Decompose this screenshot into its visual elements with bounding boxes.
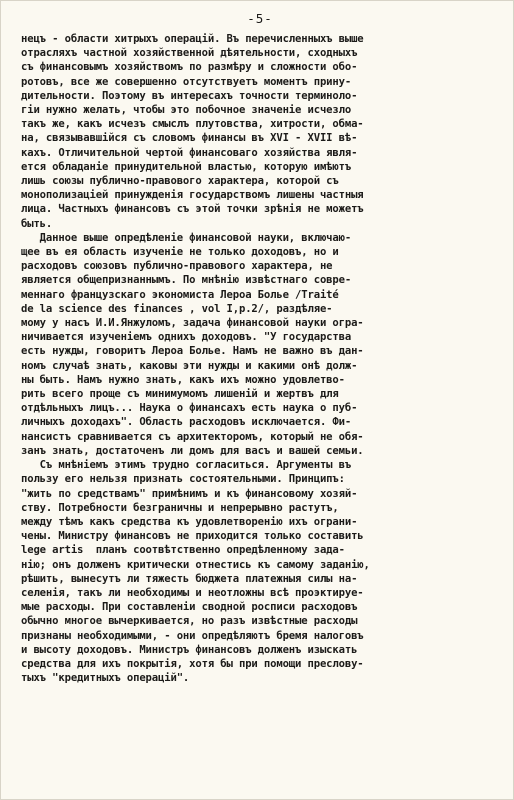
text-line: гіи нужно желать, чтобы это побочное значеніе исчезло — [21, 104, 352, 117]
text-line: личныхъ доходахъ". Область расходовъ исключается. Фи- — [21, 416, 352, 429]
text-line: есть нужды, говоритъ Лероа Болье. Намъ не важно въ дан- — [21, 345, 364, 358]
text-line: тыхъ "кредитныхъ операцій". — [21, 672, 190, 685]
text-line: Съ мнѣніемъ этимъ трудно согласиться. Аргументы въ — [21, 459, 352, 472]
text-line: нію; онъ долженъ критически отнестись къ самому заданію, — [21, 558, 370, 571]
body-text — [21, 32, 499, 685]
text-line: монополизаціей принужденія государствомъ лишены частныя — [21, 189, 364, 202]
text-line: пользу его нельзя признать состоятельными. Принципъ: — [21, 473, 345, 486]
text-line: отдѣльныхъ лицъ... Наука о финансахъ есть наука о пуб- — [21, 402, 358, 415]
text-line: мые расходы. При составленіи сводной росписи расходовъ — [21, 601, 358, 614]
page-number: -5- — [247, 11, 273, 26]
text-line: ется обладаніе принудительной властью, которую имѣютъ — [21, 160, 352, 173]
text-line: рить всего проще съ минимумомъ лишеній и жертвъ для — [21, 388, 339, 401]
text-line: расходовъ союзовъ публично-правового характера, не — [21, 260, 333, 273]
text-line: нецъ - области хитрыхъ операцій. Въ перечисленныхъ выше — [21, 33, 364, 45]
text-line: между тѣмъ какъ средства къ удовлетворенію ихъ ограни- — [21, 515, 358, 528]
text-line: щее въ ея область изученіе не только доходовъ, но и — [21, 246, 339, 259]
text-line: селенія, такъ ли необходимы и неотложны всѣ проэктируе- — [21, 586, 364, 599]
text-line: быть. — [21, 217, 53, 230]
text-line: обычно многое вычеркивается, но разъ извѣстные расходы — [21, 615, 358, 628]
text-line: номъ случаѣ знать, каковы эти нужды и какими онѣ долж- — [21, 359, 358, 372]
text-line: нансистъ сравнивается съ архитекторомъ, который не обя- — [21, 430, 364, 443]
text-line: и высоту доходовъ. Министръ финансовъ долженъ изыскать — [21, 643, 358, 656]
text-line: ству. Потребности безграничны и непрерывно растутъ, — [21, 501, 339, 514]
text-line: ротовъ, все же совершенно отсутствуетъ моментъ прину- — [21, 75, 352, 88]
text-line: съ финансовымъ хозяйствомъ по размѣру и сложности обо- — [21, 61, 358, 74]
text-line: отрасляхъ частной хозяйственной дѣятельности, сходныхъ — [21, 47, 358, 60]
text-line: дительности. Поэтому въ интересахъ точности терминоло- — [21, 89, 358, 102]
text-line: кахъ. Отличительной чертой финансоваго хозяйства явля- — [21, 146, 358, 159]
text-line: является общепризнаннымъ. По мнѣнію извѣстнаго совре- — [21, 274, 352, 287]
text-line: на, связывавшійся съ словомъ финансы въ XVI - XVII вѣ- — [21, 132, 358, 145]
text-line: "жить по средствамъ" примѣнимъ и къ финансовому хозяй- — [21, 487, 358, 500]
text-line: признаны необходимыми, - они опредѣляютъ бремя налоговъ — [21, 629, 364, 642]
text-line: рѣшить, вынесутъ ли тяжесть бюджета платежныя силы на- — [21, 572, 358, 585]
text-line: средства для ихъ покрытія, хотя бы при помощи пресловy- — [21, 657, 364, 670]
text-line: de la science des finances , vol I,p.2/, раздѣляе- — [21, 302, 333, 315]
text-line: ны быть. Намъ нужно знать, какъ ихъ можно удовлетво- — [21, 373, 345, 386]
text-line: занъ знать, достаточенъ ли домъ для васъ и вашей семьи. — [21, 444, 364, 457]
text-line: лица. Частныхъ финансовъ съ этой точки зрѣнія не можетъ — [21, 203, 364, 216]
text-line: ничивается изученіемъ однихъ доходовъ. "У государства — [21, 331, 352, 344]
text-line: lege artis планъ соотвѣтственно опредѣленному зада- — [21, 544, 345, 557]
text-line: такъ же, какъ исчезъ смыслъ плутовства, хитрости, обма- — [21, 118, 364, 131]
text-line: мому у насъ И.И.Янжуломъ, задача финансовой науки огра- — [21, 317, 364, 330]
text-line: лишь союзы публично-правового характера, которой съ — [21, 175, 339, 188]
text-line: Данное выше опредѣленіе финансовой науки, включаю- — [21, 231, 352, 244]
text-line: чены. Министру финансовъ не приходится только составить — [21, 530, 364, 543]
text-line: меннаго французскаго экономиста Лероа Болье /Traité — [21, 288, 339, 301]
